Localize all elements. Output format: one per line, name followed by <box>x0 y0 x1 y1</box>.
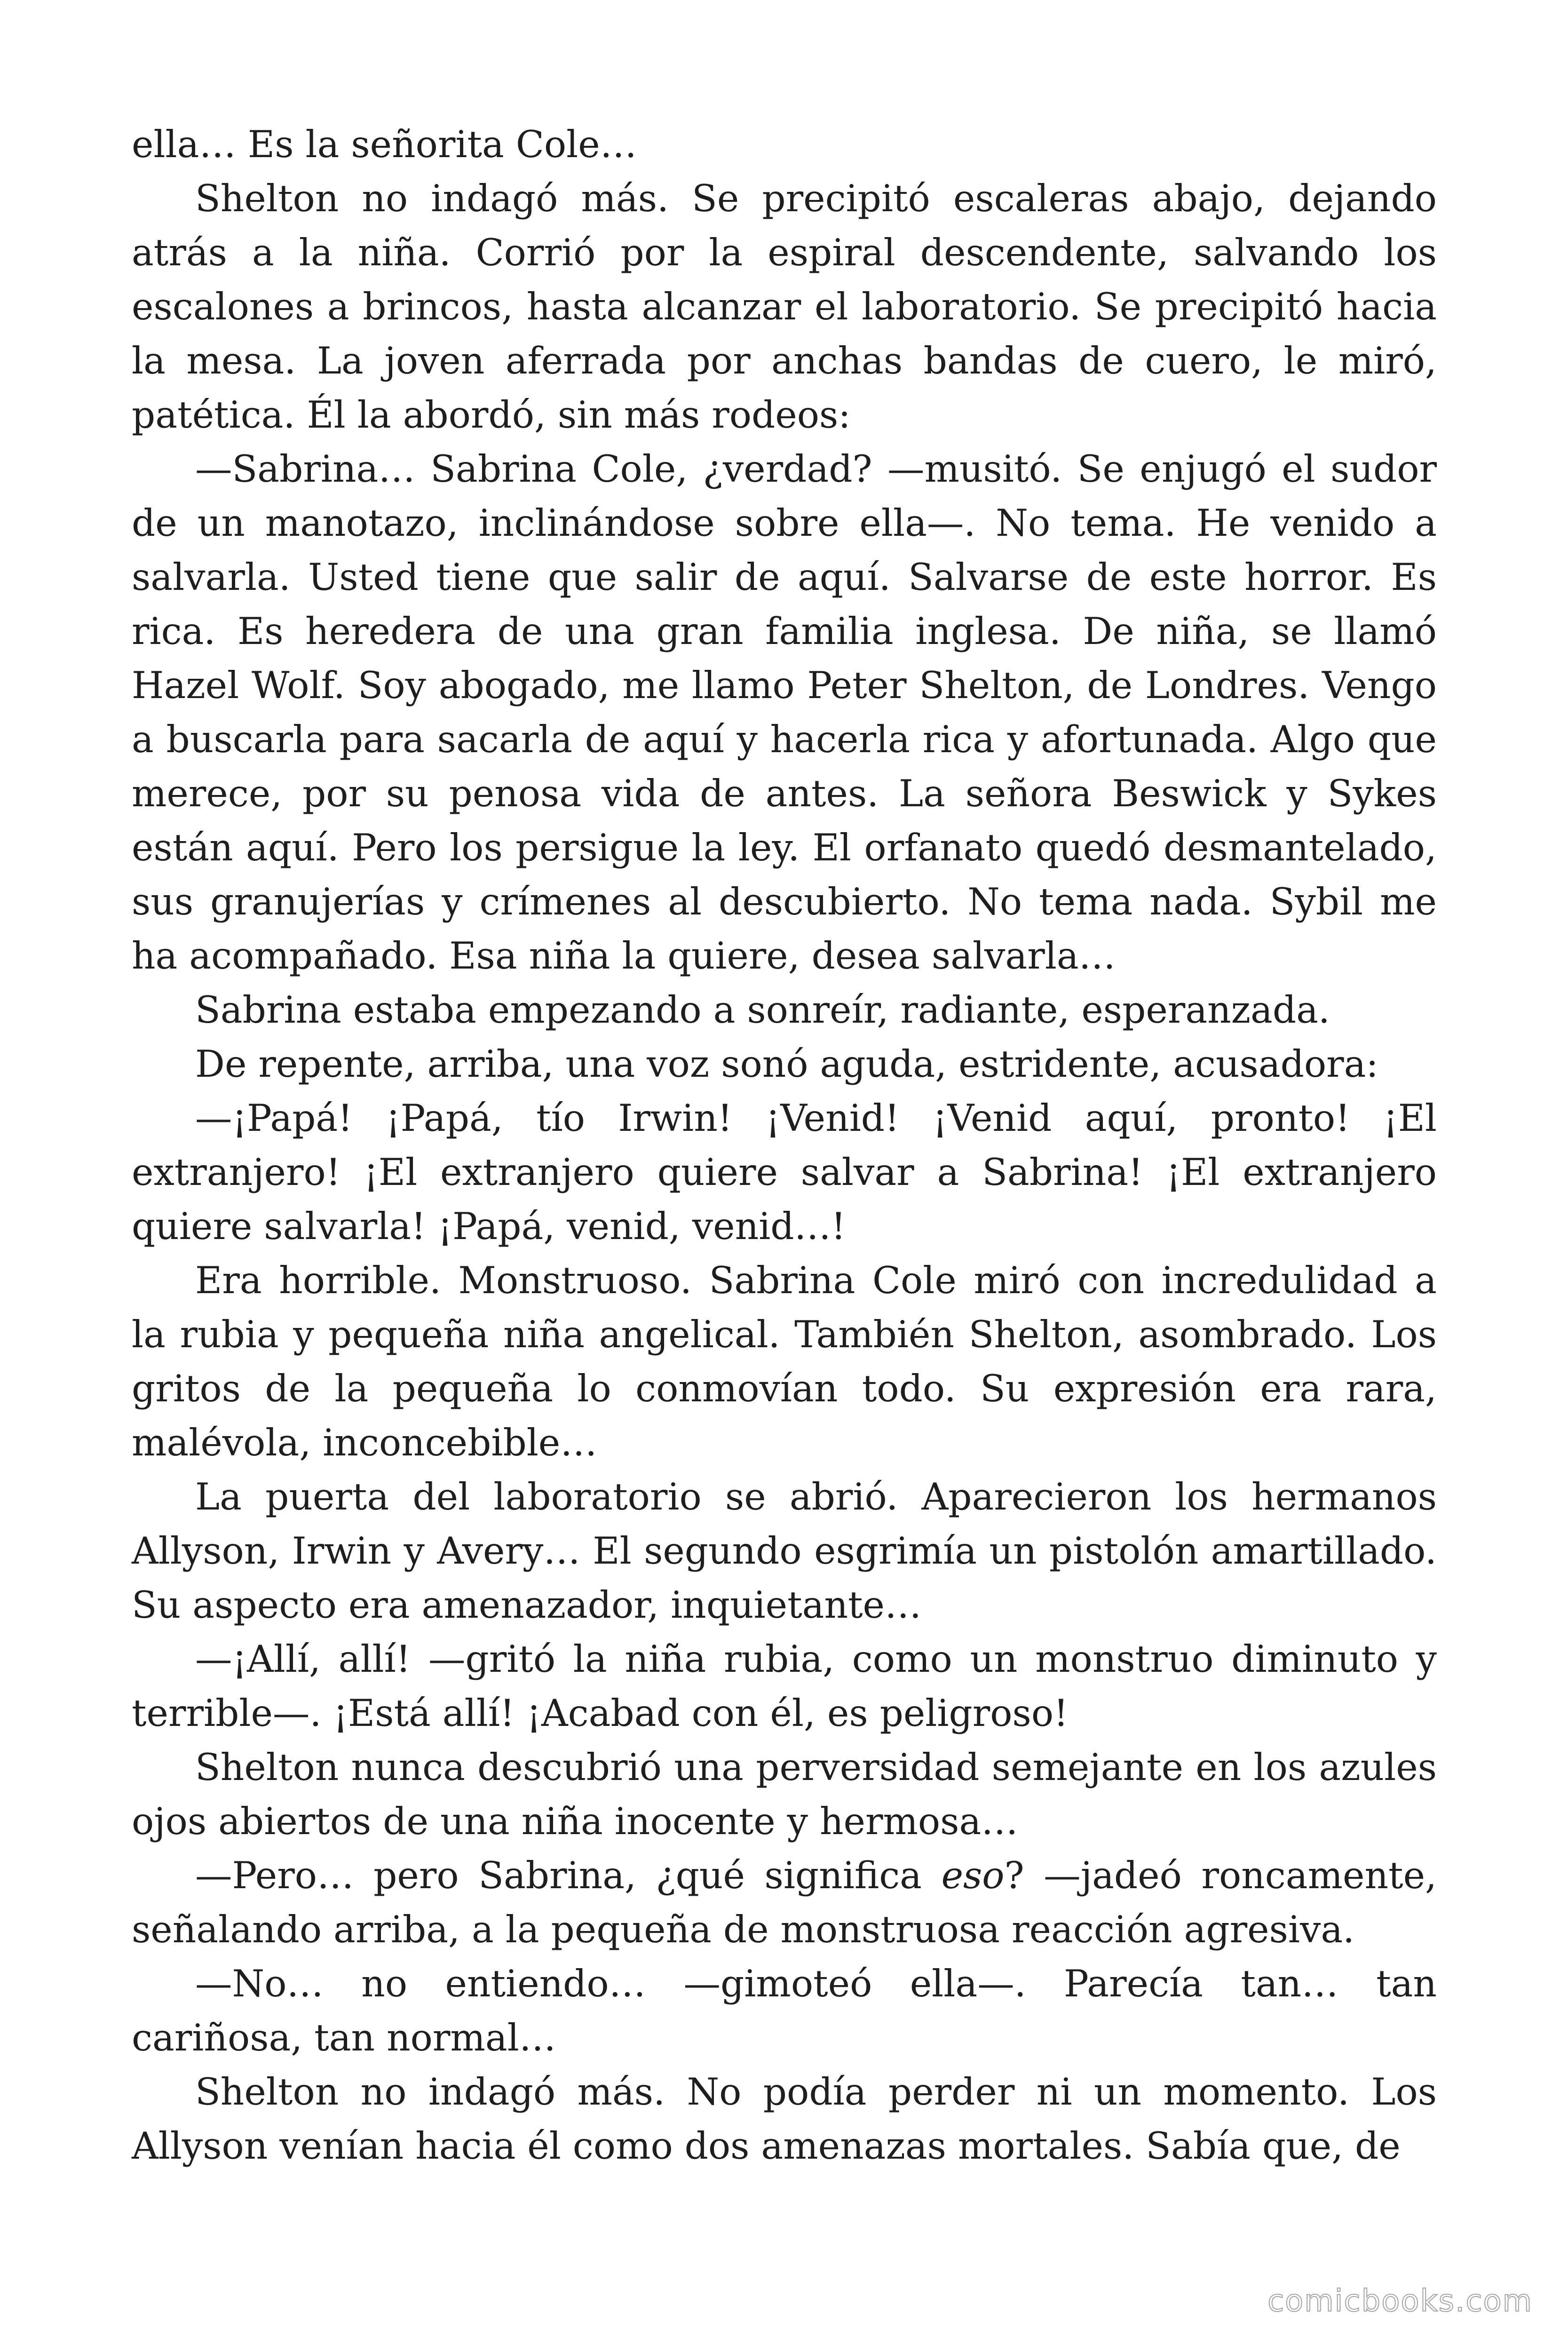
italic-word: eso <box>941 1854 1005 1897</box>
paragraph: Shelton nunca descubrió una perversidad semejante en los azules ojos abiertos de una niña inocente y hermosa… <box>132 1746 1437 1843</box>
paragraph: De repente, arriba, una voz sonó aguda, estridente, acusadora: <box>195 1042 1378 1086</box>
paragraph-text-after: ? —jadeó roncamente, señalando arriba, a la pequeña de monstruosa reacción agresiva. <box>132 1854 1437 1951</box>
paragraph: Shelton no indagó más. No podía perder ni un momento. Los Allyson venían hacia él como dos amenazas mortales. Sabía que, de <box>132 2070 1437 2168</box>
body-text <box>132 118 1437 2173</box>
paragraph: ella… Es la señorita Cole… <box>132 123 637 166</box>
paragraph: La puerta del laboratorio se abrió. Aparecieron los hermanos Allyson, Irwin y Avery… El segundo esgrimía un pistolón amartillado. Su aspecto era amenazador, inquietante… <box>132 1475 1437 1627</box>
paragraph: —¡Papá! ¡Papá, tío Irwin! ¡Venid! ¡Venid aquí, pronto! ¡El extranjero! ¡El extranjero quiere salvar a Sabrina! ¡El extranjero quiere salvarla! ¡Papá, venid, venid…! <box>132 1097 1437 1248</box>
paragraph: —No… no entiendo… —gimoteó ella—. Parecía tan… tan cariñosa, tan normal… <box>132 1962 1437 2059</box>
paragraph: —Sabrina… Sabrina Cole, ¿verdad? —musitó. Se enjugó el sudor de un manotazo, inclinándose sobre ella—. No tema. He venido a salvarla. Usted tiene que salir de aquí. Salvarse de este horror. Es rica. Es heredera de una gran familia inglesa. De niña, se llamó Hazel Wolf. Soy abogado, me llamo Peter Shelton, de Londres. Vengo a buscarla para sacarla de aquí y hacerla rica y afortunada. Algo que merece, por su penosa vida de antes. La señora Beswick y Sykes están aquí. Pero los persigue la ley. El orfanato quedó desmantelado, sus granujerías y crímenes al descubierto. No tema nada. Sybil me ha acompañado. Esa niña la quiere, desea salvarla… <box>132 447 1437 977</box>
paragraph-text-before: —Pero… pero Sabrina, ¿qué significa <box>195 1854 942 1897</box>
paragraph: Era horrible. Monstruoso. Sabrina Cole miró con incredulidad a la rubia y pequeña niña angelical. También Shelton, asombrado. Los gritos de la pequeña lo conmovían todo. Su expresión era rara, malévola, inconcebible… <box>132 1259 1437 1464</box>
watermark: comicbooks.com <box>1267 2284 1533 2319</box>
paragraph-with-italic <box>132 1849 1437 1957</box>
paragraph: Shelton no indagó más. Se precipitó escaleras abajo, dejando atrás a la niña. Corrió por la espiral descendente, salvando los escalones a brincos, hasta alcanzar el laboratorio. Se precipitó hacia la mesa. La joven aferrada por anchas bandas de cuero, le miró, patética. Él la abordó, sin más rodeos: <box>132 177 1437 437</box>
paragraph: Sabrina estaba empezando a sonreír, radiante, esperanzada. <box>195 988 1330 1032</box>
paragraph: —¡Allí, allí! —gritó la niña rubia, como un monstruo diminuto y terrible—. ¡Está allí! ¡Acabad con él, es peligroso! <box>132 1637 1437 1735</box>
